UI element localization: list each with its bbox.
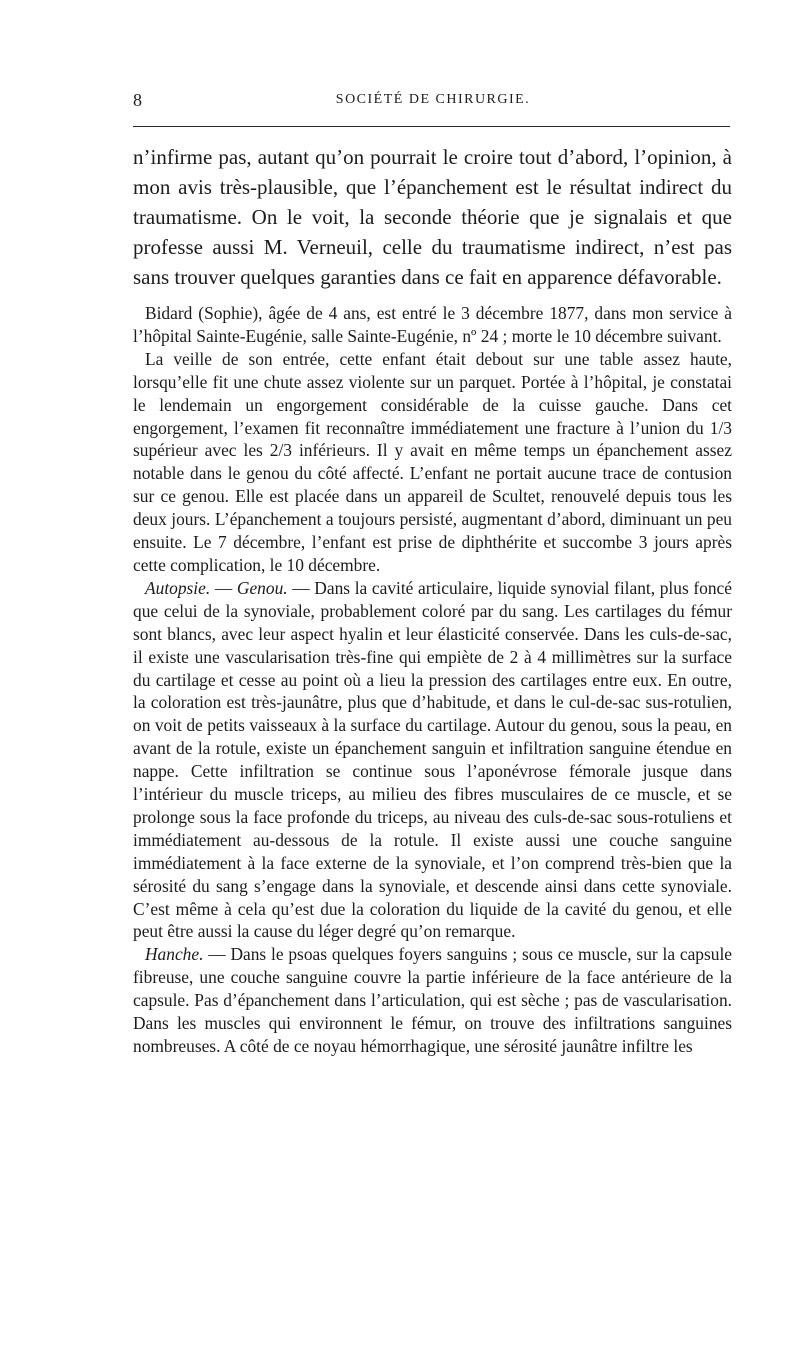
- autopsy-text: — Dans la cavité articulaire, liquide synovial filant, plus foncé que celui de la synoviale, probablement coloré par du sang. Les cartilages du fémur sont blancs, avec leur aspect hyalin et leur élasticité conservée. Dans les culs-de-sac, il existe une vascularisation très-fine qui empiète de 2 à 4 millimètres sur la surface du cartilage et cesse au point où a lieu la pression des cartilages entre eux. En outre, la coloration est très-jaunâtre, plus que d’habitude, et dans le cul-de-sac sus-rotulien, on voit de petits vaisseaux à la surface du cartilage. Autour du genou, sous la peau, en avant de la rotule, existe un épanchement sanguin et infiltration sanguine étendue en nappe. Cette infiltration se continue sous l’aponévrose fémorale jusque dans l’intérieur du muscle triceps, au milieu des fibres musculaires de ce muscle, et se prolonge sous la face profonde du triceps, au niveau des culs-de-sac sous-rotuliens et immédiatement au-dessous de la rotule. Il existe aussi une couche sanguine immédiatement à la face externe de la synoviale, et l’on comprend très-bien que la sérosité du sang s’engage dans la synoviale, et descende ainsi dans cette synoviale. C’est même à cela qu’est due la coloration du liquide de la cavité du genou, et elle peut être aussi la cause du léger degré qu’on remarque.: [133, 577, 732, 942]
- page-header: [133, 90, 733, 114]
- history-paragraph: La veille de son entrée, cette enfant était debout sur une table assez haute, lorsqu’elle fit une chute assez violente sur un parquet. Portée à l’hôpital, je constatai le lendemain un engorgement considérable de la cuisse gauche. Dans cet engorgement, l’examen fit reconnaître immédiatement une fracture à l’union du 1/3 supérieur avec les 2/3 inférieurs. Il y avait en même temps un épanchement assez notable dans le genou du côté affecté. L’enfant ne portait aucune trace de contusion sur ce genou. Elle est placée dans un appareil de Scultet, renouvelé depuis tous les deux jours. L’épanchement a toujours persisté, augmentant d’abord, diminuant un peu ensuite. Le 7 décembre, l’enfant est prise de diphthérite et succombe 3 jours après cette complication, le 10 décembre.: [133, 348, 732, 575]
- hip-text: — Dans le psoas quelques foyers sanguins ; sous ce muscle, sur la capsule fibreuse, une couche sanguine couvre la partie inférieure de la face antérieure de la capsule. Pas d’épanchement dans l’articulation, qui est sèche ; pas de vascularisation. Dans les muscles qui environnent le fémur, on trouve des infiltrations sanguines nombreuses. A côté de ce noyau hémorrhagique, une sérosité jaunâtre infiltre les: [133, 944, 732, 1056]
- page-content: [133, 142, 732, 1058]
- autopsy-label: Autopsie.: [145, 577, 211, 598]
- page-number: 8: [133, 90, 142, 110]
- header-rule: [133, 126, 730, 127]
- lead-paragraph: n’infirme pas, autant qu’on pourrait le croire tout d’abord, l’opinion, à mon avis très-plausible, que l’épanchement est le résultat indirect du traumatisme. On le voit, la seconde théorie que je signalais et que professe aussi M. Verneuil, celle du traumatisme indirect, n’est pas sans trouver quelques garanties dans ce fait en apparence défavorable.: [133, 145, 732, 289]
- case-intro-paragraph: Bidard (Sophie), âgée de 4 ans, est entré le 3 décembre 1877, dans mon service à l’hôpital Sainte-Eugénie, salle Sainte-Eugénie, nº 24 ; morte le 10 décembre suivant.: [133, 303, 732, 346]
- autopsy-paragraph: [133, 577, 732, 944]
- autopsy-dash: —: [210, 577, 237, 598]
- hip-paragraph: [133, 943, 732, 1058]
- hip-label: Hanche.: [145, 944, 204, 965]
- running-title: SOCIÉTÉ DE CHIRURGIE.: [335, 92, 531, 107]
- knee-label: Genou.: [236, 577, 288, 598]
